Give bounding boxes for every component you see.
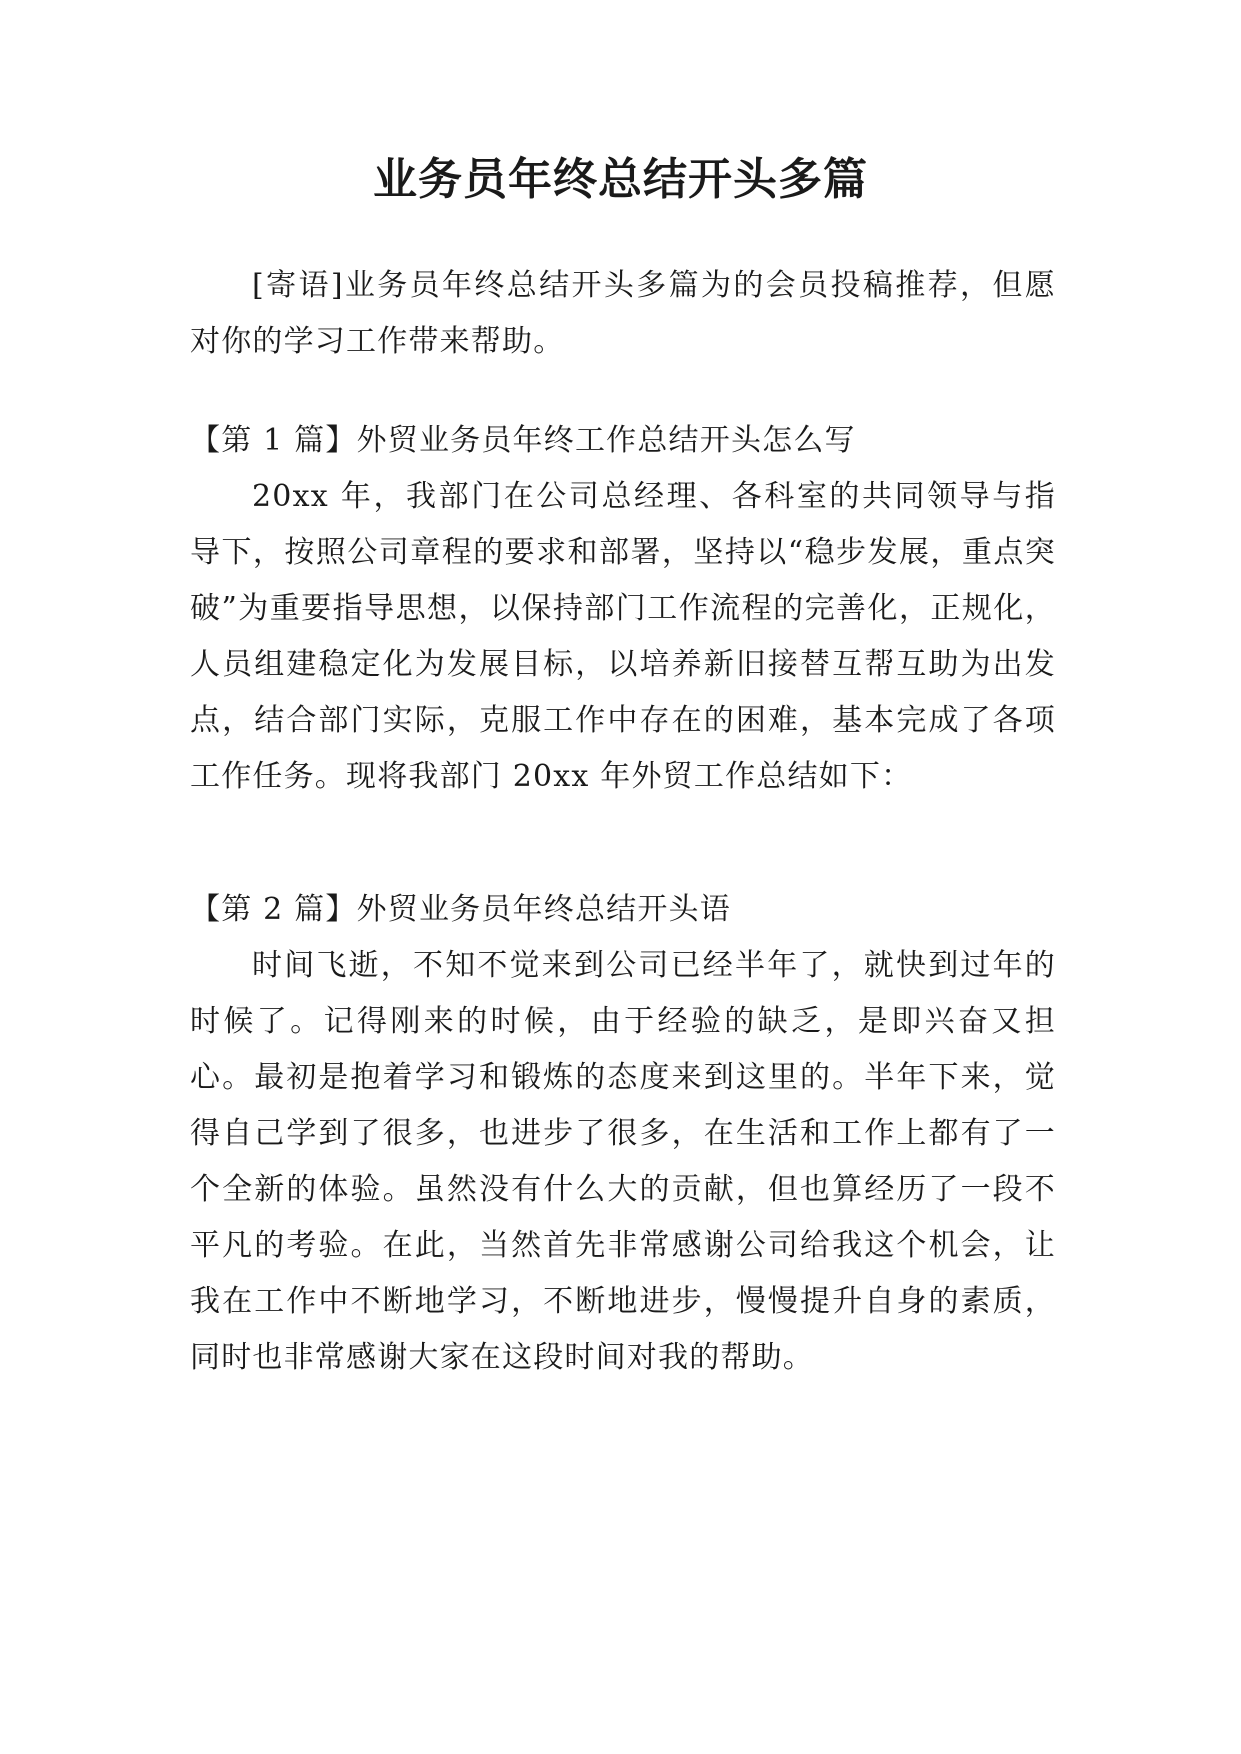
section-1-heading: 【第 1 篇】外贸业务员年终工作总结开头怎么写 <box>190 423 856 458</box>
section-1-paragraph: 20xx 年，我部门在公司总经理、各科室的共同领导与指导下，按照公司章程的要求和部署，坚持以“稳步发展，重点突破”为重要指导思想，以保持部门工作流程的完善化，正规化，人员组建稳定化为发展目标，以培养新旧接替互帮互助为出发点，结合部门实际，克服工作中存在的困难，基本完成了各项工作任务。现将我部门 20xx 年外贸工作总结如下： <box>190 479 1056 794</box>
document-title: 业务员年终总结开头多篇 <box>373 154 868 205</box>
intro-paragraph: [寄语]业务员年终总结开头多篇为的会员投稿推荐，但愿对你的学习工作带来帮助。 <box>190 268 1056 359</box>
section-2-heading: 【第 2 篇】外贸业务员年终总结开头语 <box>190 892 731 927</box>
section-2-paragraph: 时间飞逝，不知不觉来到公司已经半年了，就快到过年的时候了。记得刚来的时候，由于经验的缺乏，是即兴奋又担心。最初是抱着学习和锻炼的态度来到这里的。半年下来，觉得自己学到了很多，也进步了很多，在生活和工作上都有了一个全新的体验。虽然没有什么大的贡献，但也算经历了一段不平凡的考验。在此，当然首先非常感谢公司给我这个机会，让我在工作中不断地学习，不断地进步，慢慢提升自身的素质，同时也非常感谢大家在这段时间对我的帮助。 <box>190 948 1056 1375</box>
